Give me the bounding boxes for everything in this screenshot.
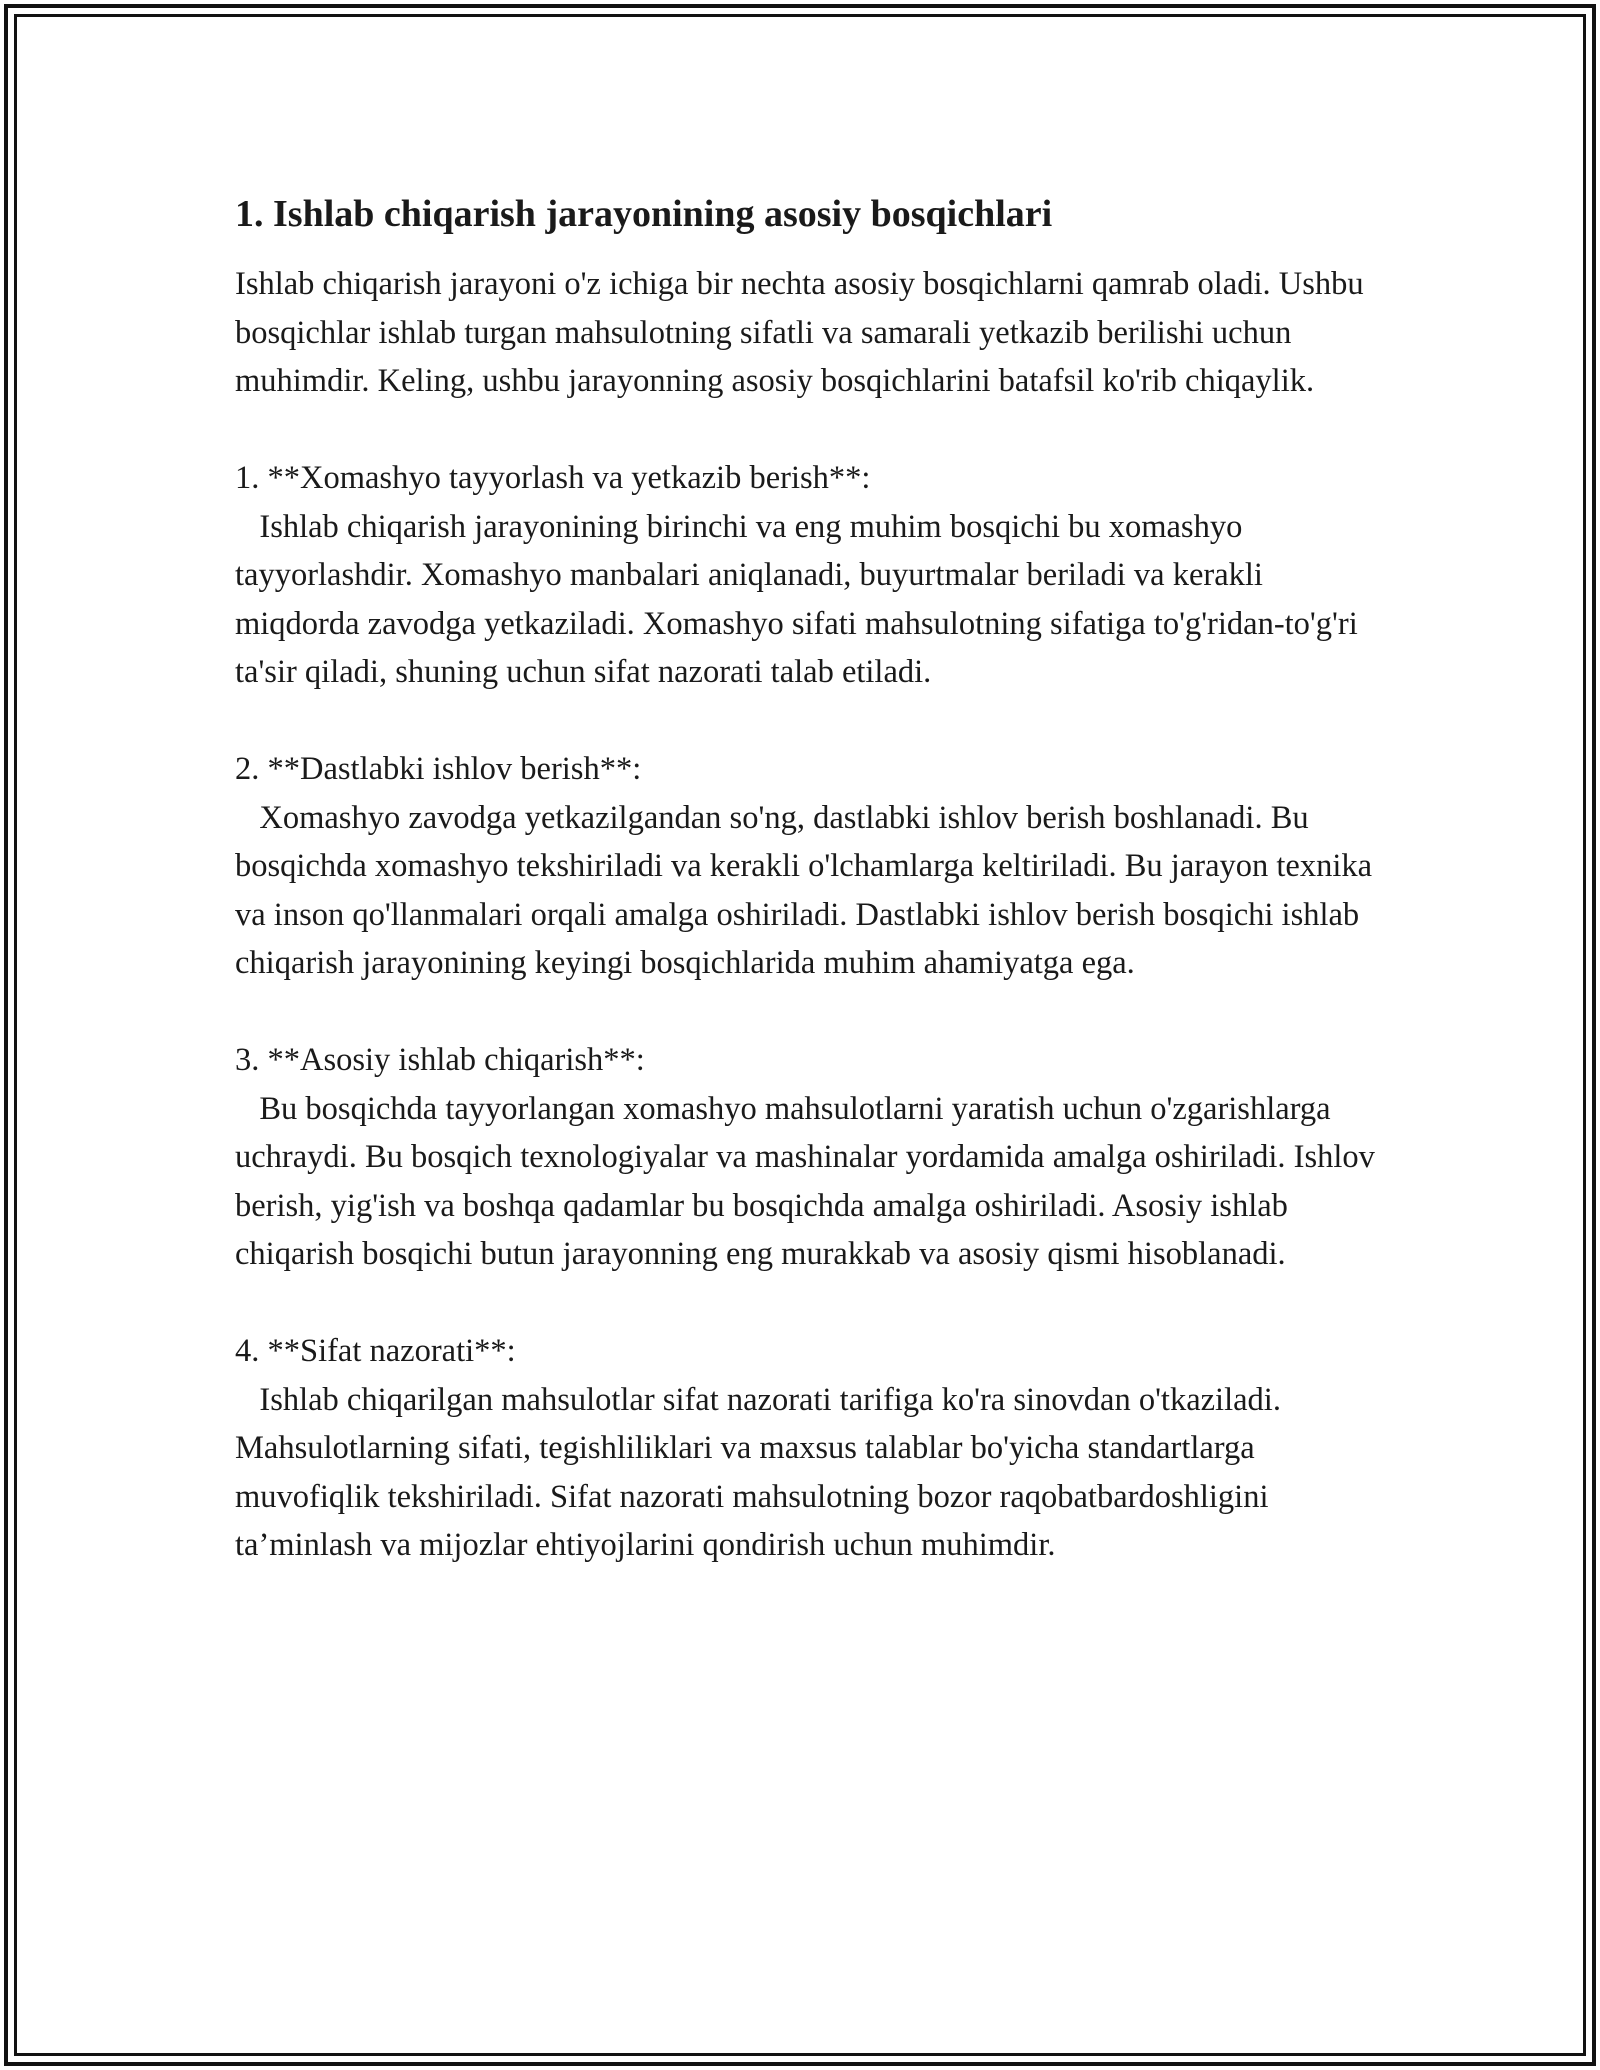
section-heading: 1. Ishlab chiqarish jarayonining asosiy bosqichlari <box>235 193 1053 235</box>
stage-3-body: Bu bosqichda tayyorlangan xomashyo mahsulotlarni yaratish uchun o'zgarishlarga uchraydi. Bu bosqich texnologiyalar va mashinalar yordamida amalga oshiriladi. Ishlov berish, yig'ish va boshqa qadamlar bu bosqichda amalga oshiriladi. Asosiy ishlab chiqarish bosqichi butun jarayonning eng murakkab va asosiy qismi hisoblanadi. <box>235 1090 1384 1272</box>
paragraph-gap <box>235 988 1395 1037</box>
paragraph-gap <box>235 697 1395 746</box>
stage-3-title: 3. **Asosiy ishlab chiqarish**: <box>235 1042 645 1078</box>
intro-paragraph: Ishlab chiqarish jarayoni o'z ichiga bir nechta asosiy bosqichlarni qamrab oladi. Ushbu bosqichlar ishlab turgan mahsulotning sifatli va samarali yetkazib berilishi uchun muhimdir. Keling, ushbu jarayonning asosiy bosqichlarini batafsil ko'rib chiqaylik. <box>235 266 1372 399</box>
stage-4-body: Ishlab chiqarilgan mahsulotlar sifat nazorati tarifiga ko'ra sinovdan o'tkaziladi. Mahsulotlarning sifati, tegishliliklari va maxsus talablar bo'yicha standartlarga muvofiqlik tekshiriladi. Sifat nazorati mahsulotning bozor raqobatbardoshligini ta’minlash va mijozlar ehtiyojlarini qondirish uchun muhimdir. <box>235 1381 1290 1563</box>
stage-4-title: 4. **Sifat nazorati**: <box>235 1333 516 1369</box>
stage-1-title: 1. **Xomashyo tayyorlash va yetkazib berish**: <box>235 460 871 496</box>
stage-1-body: Ishlab chiqarish jarayonining birinchi va eng muhim bosqichi bu xomashyo tayyorlashdir. Xomashyo manbalari aniqlanadi, buyurtmalar beriladi va kerakli miqdorda zavodga yetkaziladi. Xomashyo sifati mahsulotning sifatiga to'g'ridan-to'g'ri ta'sir qiladi, shuning uchun sifat nazorati talab etiladi. <box>235 508 1366 690</box>
document-body <box>235 186 1395 1570</box>
stage-2-title: 2. **Dastlabki ishlov berish**: <box>235 751 642 787</box>
stage-2-body: Xomashyo zavodga yetkazilgandan so'ng, dastlabki ishlov berish boshlanadi. Bu bosqichda xomashyo tekshiriladi va kerakli o'lchamlarga keltiriladi. Bu jarayon texnika va inson qo'llanmalari orqali amalga oshiriladi. Dastlabki ishlov berish bosqichi ishlab chiqarish jarayonining keyingi bosqichlarida muhim ahamiyatga ega. <box>235 799 1381 981</box>
paragraph-gap <box>235 1279 1395 1328</box>
paragraph-gap <box>235 406 1395 455</box>
